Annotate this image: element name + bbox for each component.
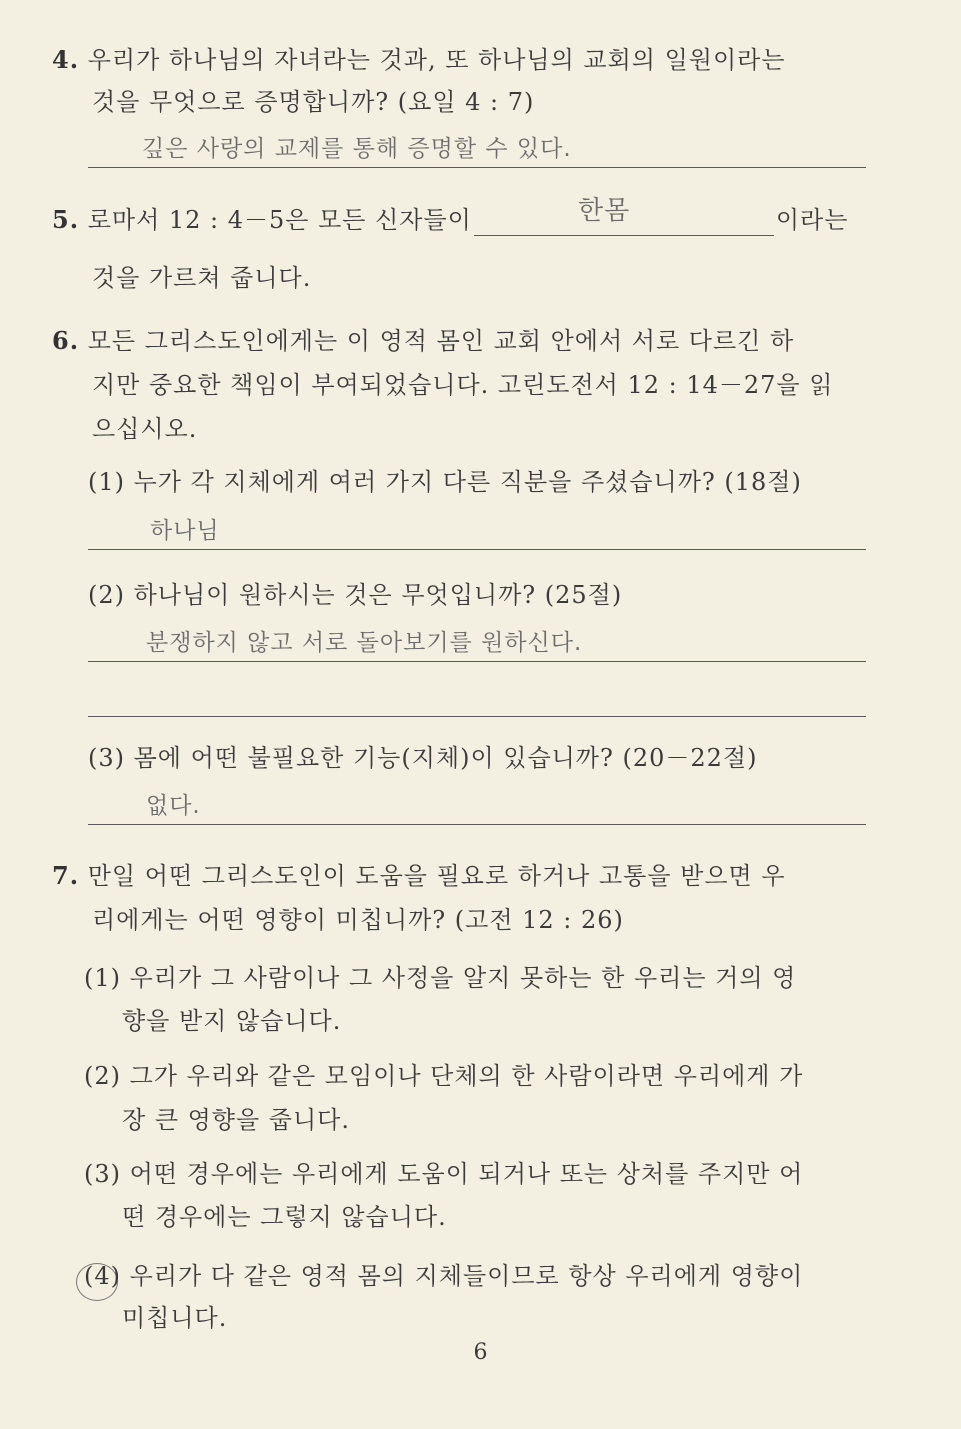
question-4-line-2: 것을 무엇으로 증명합니까? (요일 4 : 7) [92, 88, 535, 116]
question-6-number: 6. [52, 326, 80, 355]
question-6-sub-3: (3) 몸에 어떤 불필요한 기능(지체)이 있습니까? (20－22절) [88, 744, 758, 772]
question-6-sub-3-handwritten-answer: 없다. [146, 793, 201, 819]
question-7-option-2-line-2: 장 큰 영향을 줍니다. [122, 1106, 350, 1134]
question-6-sub-1-handwritten-answer: 하나님 [150, 518, 220, 544]
question-7-option-3-line-2: 떤 경우에는 그렇지 않습니다. [122, 1203, 447, 1231]
question-5-number: 5. [52, 205, 80, 234]
question-5-handwritten-answer: 한몸 [578, 196, 631, 226]
question-5-text-after: 이라는 [775, 206, 849, 234]
question-4-text-1: 우리가 하나님의 자녀라는 것과, 또 하나님의 교회의 일원이라는 [87, 46, 786, 74]
question-7-option-3-line-1: (3) 어떤 경우에는 우리에게 도움이 되거나 또는 상처를 주지만 어 [84, 1160, 804, 1188]
question-7-option-1-line-2: 향을 받지 않습니다. [122, 1007, 342, 1035]
question-7-line-2: 리에게는 어떤 영향이 미칩니까? (고전 12 : 26) [92, 906, 624, 934]
question-4-line-1 [52, 44, 786, 76]
question-5-text-before: 로마서 12 : 4－5은 모든 신자들이 [87, 206, 472, 234]
question-7-line-1 [52, 860, 786, 892]
question-7-text-1: 만일 어떤 그리스도인이 도움을 필요로 하거나 고통을 받으면 우 [87, 862, 786, 890]
question-6-sub-2-answer-line-1 [88, 661, 866, 662]
question-6-text-1: 모든 그리스도인에게는 이 영적 몸인 교회 안에서 서로 다르긴 하 [87, 327, 795, 355]
question-7-option-4-line-2: 미칩니다. [122, 1304, 228, 1332]
question-6-sub-2-handwritten-answer: 분쟁하지 않고 서로 돌아보기를 원하신다. [146, 630, 583, 656]
question-6-sub-1-answer-line [88, 549, 866, 550]
question-5-blank [474, 211, 774, 236]
question-4-number: 4. [52, 45, 80, 74]
question-6-line-3: 으십시오. [92, 415, 198, 443]
question-4-handwritten-answer: 깊은 사랑의 교제를 통해 증명할 수 있다. [142, 136, 572, 162]
question-7-option-1-line-1: (1) 우리가 그 사람이나 그 사정을 알지 못하는 한 우리는 거의 영 [84, 964, 797, 992]
question-7-option-4-line-1: (4) 우리가 다 같은 영적 몸의 지체들이므로 항상 우리에게 영향이 [84, 1262, 804, 1290]
question-5-line-1 [52, 204, 848, 236]
question-6-line-2: 지만 중요한 책임이 부여되었습니다. 고린도전서 12 : 14－27을 읽 [92, 371, 834, 399]
question-7-number: 7. [52, 861, 80, 890]
question-6-sub-1: (1) 누가 각 지체에게 여러 가지 다른 직분을 주셨습니까? (18절) [88, 468, 802, 496]
question-4-answer-line [88, 167, 866, 168]
question-6-sub-3-answer-line [88, 824, 866, 825]
question-6-line-1 [52, 325, 794, 357]
question-5-line-2: 것을 가르쳐 줍니다. [92, 264, 312, 292]
question-6-sub-2-answer-line-2 [88, 716, 866, 717]
question-7-option-2-line-1: (2) 그가 우리와 같은 모임이나 단체의 한 사람이라면 우리에게 가 [84, 1062, 804, 1090]
page-number: 6 [473, 1340, 488, 1365]
question-6-sub-2: (2) 하나님이 원하시는 것은 무엇입니까? (25절) [88, 581, 623, 609]
